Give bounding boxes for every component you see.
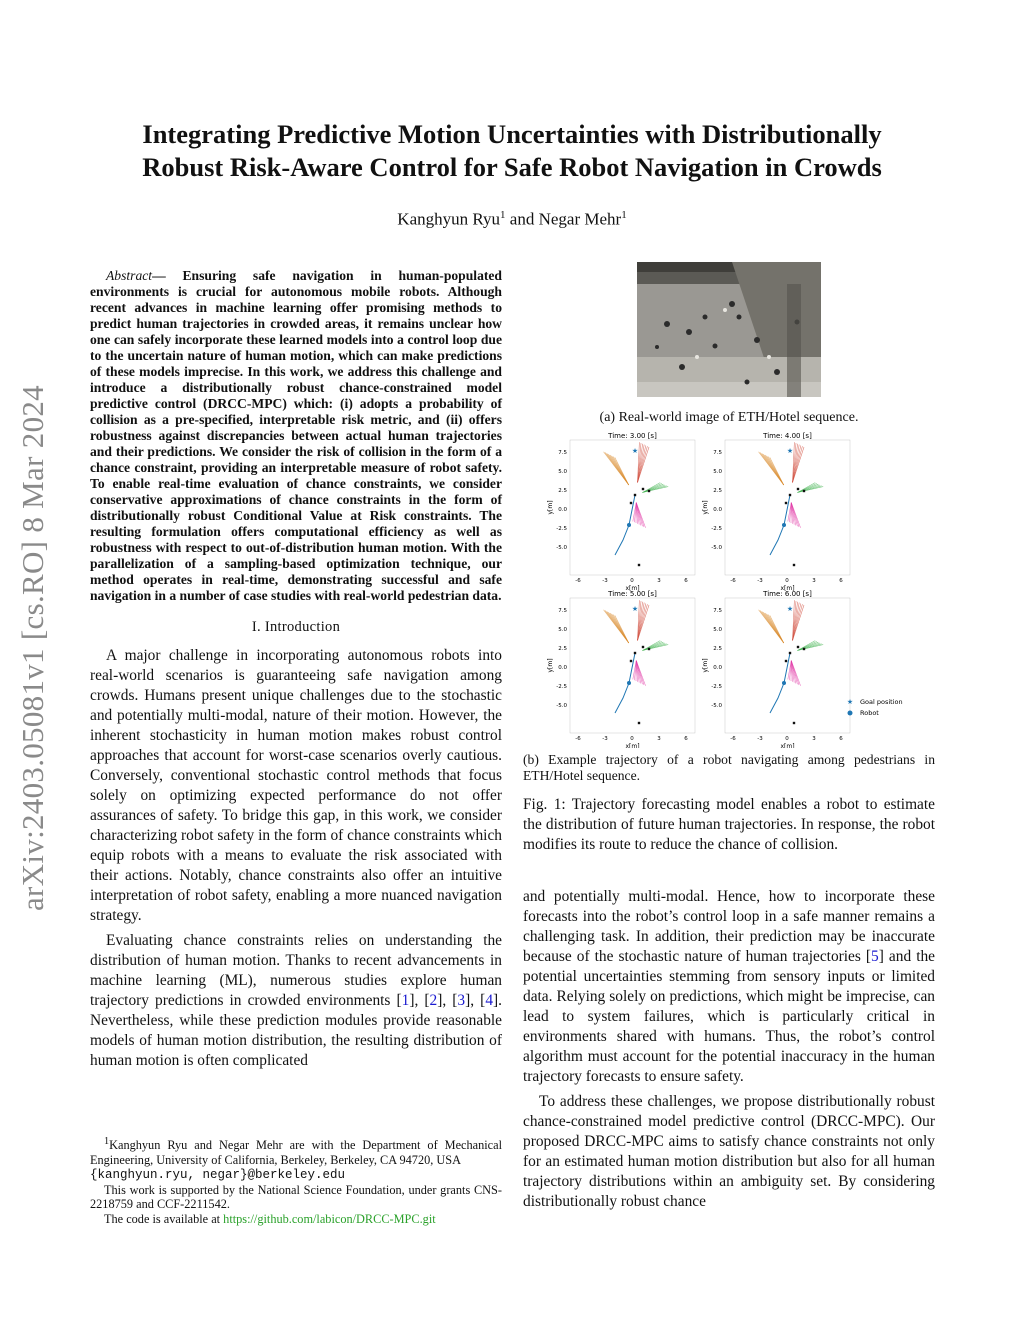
x-tick-label: 3	[812, 578, 816, 584]
right-paragraph-2: To address these challenges, we propose distributionally robust chance-constrained model predictive control (DRCC-MPC). Our proposed DRCC-MPC aims to satisfy chance constraints not only for an estimated human motion distribution but also for all human trajectory distributions within an ambiguity set. By considering distributionally robust chance	[523, 1093, 935, 1210]
citation-link[interactable]: 2	[429, 992, 438, 1009]
x-tick-label: 6	[684, 736, 688, 742]
x-axis-label: x[m]	[780, 585, 795, 592]
right-p1-text-b: ] and the potential uncertainties stemming from sensory inputs or limited data. Relying solely on predictions, which might be imprecise, can lead to system failures, which is particularly critical in environments shared with humans. Thus, the robot’s control algorithm must account for the potential inaccuracy in the human trajectory forecasts to ensure safety.	[523, 948, 935, 1085]
y-tick-label: 0.0	[558, 665, 567, 671]
pedestrian-marker	[630, 660, 632, 662]
abstract-label: Abstract	[106, 268, 153, 283]
x-tick-label: -3	[602, 578, 608, 584]
street-scene-image	[637, 262, 821, 397]
figure-1-caption: Fig. 1: Trajectory forecasting model enables a robot to estimate the distribution of future human trajectories. In response, the robot modifies its route to reduce the chance of collision.	[523, 796, 935, 853]
panel-title: Time: 6.00 [s]	[763, 590, 812, 598]
pedestrian-marker	[797, 646, 799, 648]
right-p1-text-a: and potentially multi-modal. Hence, how to incorporate these forecasts into the robot’s control loop in a safe manner remains a challenging task. In addition, their prediction may be inaccurate because of the stochastic nature of human trajectories [	[523, 888, 935, 965]
pedestrian-marker	[638, 722, 640, 724]
right-paragraph-1	[523, 887, 935, 1087]
pedestrian-marker	[785, 502, 787, 504]
y-tick-label: 0.0	[713, 507, 722, 513]
x-axis-label: x[m]	[780, 743, 795, 748]
code-repository-link[interactable]: https://github.com/labicon/DRCC-MPC.git	[223, 1211, 436, 1226]
y-axis-label: y[m]	[702, 500, 709, 515]
y-tick-label: -5.0	[556, 703, 567, 709]
trajectory-plots	[540, 428, 920, 748]
footnotes	[90, 1135, 502, 1226]
author-2-affil: 1	[621, 209, 627, 221]
legend-robot-label: Robot	[860, 709, 879, 717]
y-tick-label: 7.5	[558, 608, 567, 614]
y-tick-label: 5.0	[713, 627, 722, 633]
intro-p2-text-c: ], [	[437, 992, 458, 1009]
x-tick-label: 0	[630, 578, 634, 584]
y-tick-label: 5.0	[558, 627, 567, 633]
x-tick-label: 3	[657, 736, 661, 742]
arxiv-identifier: arXiv:2403.05081v1 [cs.RO] 8 Mar 2024	[15, 385, 50, 911]
legend-goal-label: Goal position	[860, 698, 903, 706]
y-tick-label: 0.0	[558, 507, 567, 513]
robot-marker	[627, 681, 631, 685]
x-tick-label: 3	[657, 578, 661, 584]
right-column-body	[523, 887, 935, 1217]
y-tick-label: 2.5	[713, 646, 722, 652]
pedestrian-marker	[789, 652, 791, 654]
intro-p2-text-e: ]. Nevertheless, while these prediction modules provide reasonable models of human motion distribution, the resulting distribution of human motion is often complicated	[90, 992, 502, 1069]
y-tick-label: 2.5	[713, 488, 722, 494]
y-tick-label: -5.0	[556, 545, 567, 551]
predicted-trajectory	[770, 615, 784, 643]
y-tick-label: -2.5	[556, 684, 567, 690]
predicted-trajectory	[770, 457, 784, 485]
x-tick-label: 6	[839, 578, 843, 584]
eth-hotel-photo	[637, 262, 821, 397]
x-axis-label: x[m]	[625, 585, 640, 592]
footnote-code	[90, 1212, 502, 1227]
footnote-affiliation	[90, 1135, 502, 1183]
x-tick-label: 6	[839, 736, 843, 742]
pedestrian-marker	[789, 494, 791, 496]
pedestrian-marker	[793, 722, 795, 724]
robot-marker	[782, 681, 786, 685]
footnote-code-prefix: The code is available at	[104, 1211, 221, 1226]
x-tick-label: 6	[684, 578, 688, 584]
goal-marker: ★	[786, 605, 794, 613]
legend-robot-icon	[848, 711, 853, 716]
x-tick-label: -3	[757, 578, 763, 584]
y-tick-label: -2.5	[711, 526, 722, 532]
legend-goal-icon: ★	[846, 698, 854, 706]
citation-link[interactable]: 5	[871, 948, 879, 965]
pedestrian-marker	[797, 488, 799, 490]
intro-paragraph-2	[90, 931, 502, 1071]
citation-link[interactable]: 1	[401, 992, 410, 1009]
author-list	[100, 209, 924, 230]
robot-marker	[627, 523, 631, 527]
robot-marker	[782, 523, 786, 527]
figure-caption-b: (b) Example trajectory of a robot navigating among pedestrians in ETH/Hotel sequence.	[523, 752, 935, 783]
goal-marker: ★	[786, 447, 794, 455]
author-1: Kanghyun Ryu	[397, 209, 501, 229]
x-tick-label: -6	[575, 736, 581, 742]
intro-p2-text-d: ], [	[465, 992, 486, 1009]
footnote-affiliation-text: Kanghyun Ryu and Negar Mehr are with the Department of Mechanical Engineering, University of California, Berkeley, Berkeley, CA 94720, USA	[90, 1138, 502, 1167]
y-tick-label: -5.0	[711, 703, 722, 709]
y-tick-label: -5.0	[711, 545, 722, 551]
title-line-1: Integrating Predictive Motion Uncertainties with Distributionally	[142, 119, 882, 149]
author-conjunction: and	[509, 209, 535, 229]
y-tick-label: -2.5	[556, 526, 567, 532]
pedestrian-marker	[642, 488, 644, 490]
predicted-trajectory	[615, 457, 629, 485]
panel-title: Time: 4.00 [s]	[763, 432, 812, 440]
author-2: Negar Mehr	[538, 209, 622, 229]
y-axis-label: y[m]	[547, 658, 554, 673]
intro-p2-text-a: Evaluating chance constraints relies on understanding the distribution of human motion. Thanks to recent advancements in machine learning (ML), numerous studies explore human trajectory predictions in crowded environments [	[90, 932, 502, 1009]
title-line-2: Robust Risk-Aware Control for Safe Robot Navigation in Crowds	[142, 152, 882, 182]
panel-title: Time: 5.00 [s]	[608, 590, 657, 598]
x-tick-label: -6	[730, 736, 736, 742]
footnote-grant: This work is supported by the National Science Foundation, under grants CNS-2218759 and CCF-2211542.	[90, 1182, 502, 1212]
goal-marker: ★	[631, 447, 639, 455]
figure-caption-a: (a) Real-world image of ETH/Hotel sequence.	[599, 410, 859, 425]
pedestrian-marker	[634, 494, 636, 496]
intro-p2-text-b: ], [	[409, 992, 430, 1009]
x-tick-label: -3	[602, 736, 608, 742]
pedestrian-marker	[634, 652, 636, 654]
citation-link[interactable]: 3	[457, 992, 466, 1009]
pedestrian-marker	[803, 648, 805, 650]
abstract	[90, 268, 502, 604]
panel-title: Time: 3.00 [s]	[608, 432, 657, 440]
y-axis-label: y[m]	[702, 658, 709, 673]
footnote-number: 1	[104, 1136, 110, 1147]
author-emails: {kanghyun.ryu, negar}@berkeley.edu	[90, 1168, 346, 1183]
x-tick-label: 0	[785, 736, 789, 742]
pedestrian-marker	[785, 660, 787, 662]
y-tick-label: 7.5	[558, 450, 567, 456]
author-1-affil: 1	[500, 209, 506, 221]
citation-link[interactable]: 4	[485, 992, 494, 1009]
pedestrian-marker	[803, 490, 805, 492]
x-axis-label: x[m]	[625, 743, 640, 748]
intro-paragraph-1: A major challenge in incorporating autonomous robots into real-world scenarios is guaranteeing safe navigation among crowds. Humans present unique challenges due to the stochastic and potentially multi-modal, nature of their motion. However, the inherent stochasticity in human motion makes robust control approaches that account for worst-case scenarios overly cautious. Conversely, conventional stochastic control methods that focus solely on optimizing expected performance do not offer assurances of safety. To bridge this gap, in this work, we consider characterizing robot safety in the form of chance constraints which equip robots with a means to evaluate the risk associated with their actions. Notably, chance constraints also offer an intuitive interpretation of robot safety, enabling a more nuanced navigation strategy.	[90, 647, 502, 924]
left-column	[90, 268, 502, 1076]
pedestrian-marker	[648, 648, 650, 650]
abstract-text: — Ensuring safe navigation in human-populated environments is crucial for autonomous mobile robots. Although recent advances in machine learning offer promising methods to predict human trajectories in crowded areas, it remains unclear how one can safely incorporate these learned models into a control loop due to the uncertain nature of human motion, which can make predictions of these models imprecise. In this work, we address this challenge and introduce a distributionally robust chance-constrained model predictive control (DRCC-MPC) which: (i) adopts a probability of collision as a pre-specified, interpretable risk metric, and (ii) offers robustness against discrepancies between actual human trajectories and their predictions. We consider the risk of collision in the form of a chance constraint, providing an interpretable measure of robot safety. To enable real-time evaluation of chance constraints, we consider conservative approximations of chance constraints in the form of distributionally robust Conditional Value at Risk constraints. The resulting formulation offers computational efficiency as well as robustness with respect to out-of-distribution human motion. With the parallelization of a sampling-based optimization technique, our method operates in real-time, demonstrating successful and safe navigation in a number of case studies with real-world pedestrian data.	[90, 268, 502, 603]
goal-marker: ★	[631, 605, 639, 613]
pedestrian-marker	[630, 502, 632, 504]
paper-title	[100, 118, 924, 184]
x-tick-label: 0	[785, 578, 789, 584]
y-tick-label: -2.5	[711, 684, 722, 690]
pedestrian-marker	[793, 564, 795, 566]
x-tick-label: -6	[575, 578, 581, 584]
pedestrian-marker	[638, 564, 640, 566]
section-heading-introduction: I. Introduction	[251, 619, 341, 635]
y-axis-label: y[m]	[547, 500, 554, 515]
y-tick-label: 2.5	[558, 646, 567, 652]
predicted-trajectory	[615, 615, 629, 643]
y-tick-label: 7.5	[713, 608, 722, 614]
y-tick-label: 5.0	[713, 469, 722, 475]
x-tick-label: -6	[730, 578, 736, 584]
x-tick-label: 3	[812, 736, 816, 742]
y-tick-label: 0.0	[713, 665, 722, 671]
x-tick-label: -3	[757, 736, 763, 742]
x-tick-label: 0	[630, 736, 634, 742]
y-tick-label: 7.5	[713, 450, 722, 456]
pedestrian-marker	[648, 490, 650, 492]
pedestrian-marker	[642, 646, 644, 648]
y-tick-label: 5.0	[558, 469, 567, 475]
y-tick-label: 2.5	[558, 488, 567, 494]
